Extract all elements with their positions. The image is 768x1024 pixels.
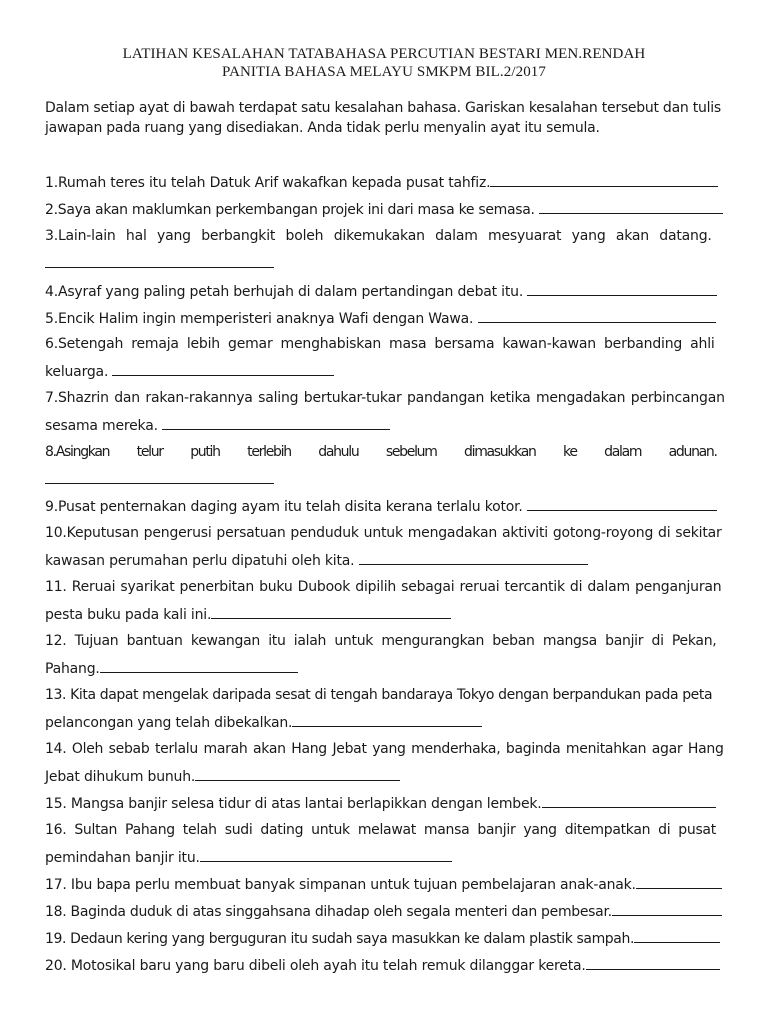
answer-blank-18[interactable] xyxy=(612,901,722,916)
question-16-text: 16. Sultan Pahang telah sudi dating untuk melawat mansa banjir yang ditempatkan di pusat xyxy=(45,822,716,838)
answer-blank-17[interactable] xyxy=(636,874,722,889)
question-7-text-cont: sesama mereka. xyxy=(45,418,158,434)
answer-blank-20[interactable] xyxy=(586,955,720,970)
answer-blank-13[interactable] xyxy=(292,712,482,727)
question-6-text-cont: keluarga. xyxy=(45,364,109,380)
worksheet-title: LATIHAN KESALAHAN TATABAHASA PERCUTIAN BESTARI MEN.RENDAH xyxy=(122,46,646,62)
question-4-text: 4.Asyraf yang paling petah berhujah di dalam pertandingan debat itu. xyxy=(45,284,524,300)
question-8-answer-line xyxy=(45,469,723,490)
answer-blank-12[interactable] xyxy=(100,658,298,673)
question-13-text: 13. Kita dapat mengelak daripada sesat di tengah bandaraya Tokyo dengan berpandukan pada peta xyxy=(45,687,713,703)
question-13-cont xyxy=(45,712,723,733)
question-3-text: 3.Lain-lain hal yang berbangkit boleh dikemukakan dalam mesyuarat yang akan datang. xyxy=(45,228,712,244)
question-19-text: 19. Dedaun kering yang berguguran itu sudah saya masukkan ke dalam plastik sampah. xyxy=(45,931,634,947)
question-12-text-cont: Pahang. xyxy=(45,661,100,677)
question-15-text: 15. Mangsa banjir selesa tidur di atas lantai berlapikkan dengan lembek. xyxy=(45,796,542,812)
question-4 xyxy=(45,281,723,302)
answer-blank-1[interactable] xyxy=(490,172,718,187)
question-14-text: 14. Oleh sebab terlalu marah akan Hang Jebat yang menderhaka, baginda menitahkan agar Hang xyxy=(45,741,724,757)
question-5-text: 5.Encik Halim ingin memperisteri anaknya Wafi dengan Wawa. xyxy=(45,311,474,327)
answer-blank-11[interactable] xyxy=(211,604,451,619)
question-11 xyxy=(45,577,723,597)
answer-blank-4[interactable] xyxy=(527,281,717,296)
question-19 xyxy=(45,928,723,949)
question-10-text-cont: kawasan perumahan perlu dipatuhi oleh kita. xyxy=(45,553,355,569)
question-16-text-cont: pemindahan banjir itu. xyxy=(45,850,200,866)
question-6 xyxy=(45,334,723,354)
answer-blank-6[interactable] xyxy=(112,361,334,376)
instructions xyxy=(45,98,727,138)
question-16-cont xyxy=(45,847,723,868)
question-15 xyxy=(45,793,723,814)
answer-blank-8[interactable] xyxy=(45,469,274,484)
question-2-text: 2.Saya akan maklumkan perkembangan projek ini dari masa ke semasa. xyxy=(45,202,535,218)
question-16 xyxy=(45,820,723,840)
question-12-text: 12. Tujuan bantuan kewangan itu ialah untuk mengurangkan beban mangsa banjir di Pekan, xyxy=(45,633,717,649)
question-7-text: 7.Shazrin dan rakan-rakannya saling bertukar-tukar pandangan ketika mengadakan perbincangan xyxy=(45,390,725,406)
answer-blank-19[interactable] xyxy=(634,928,720,943)
question-1 xyxy=(45,172,723,193)
question-11-text-cont: pesta buku pada kali ini. xyxy=(45,607,212,623)
answer-blank-15[interactable] xyxy=(542,793,716,808)
question-7 xyxy=(45,388,723,408)
question-6-cont xyxy=(45,361,723,382)
answer-blank-2[interactable] xyxy=(539,199,723,214)
answer-blank-9[interactable] xyxy=(527,496,717,511)
question-9-text: 9.Pusat penternakan daging ayam itu telah disita kerana terlalu kotor. xyxy=(45,499,523,515)
question-18 xyxy=(45,901,723,922)
question-13 xyxy=(45,685,723,705)
instructions-line-2: jawapan pada ruang yang disediakan. Anda tidak perlu menyalin ayat itu semula. xyxy=(45,120,600,136)
question-14-cont xyxy=(45,766,723,787)
question-10-cont xyxy=(45,550,723,571)
question-8-text: 8.Asingkan telur putih terlebih dahulu sebelum dimasukkan ke dalam adunan. xyxy=(45,444,717,460)
question-6-text: 6.Setengah remaja lebih gemar menghabiskan masa bersama kawan-kawan berbanding ahli xyxy=(45,336,715,352)
question-7-cont xyxy=(45,415,723,436)
question-2 xyxy=(45,199,723,220)
question-17-text: 17. Ibu bapa perlu membuat banyak simpanan untuk tujuan pembelajaran anak-anak. xyxy=(45,877,636,893)
instructions-line-1: Dalam setiap ayat di bawah terdapat satu kesalahan bahasa. Gariskan kesalahan tersebut dan tulis xyxy=(45,100,721,116)
answer-blank-5[interactable] xyxy=(478,308,716,323)
question-3-answer-line xyxy=(45,253,723,274)
question-1-text: 1.Rumah teres itu telah Datuk Arif wakafkan kepada pusat tahfiz. xyxy=(45,175,491,191)
question-17 xyxy=(45,874,723,895)
answer-blank-7[interactable] xyxy=(162,415,390,430)
question-12-cont xyxy=(45,658,723,679)
worksheet-subtitle: PANITIA BAHASA MELAYU SMKPM BIL.2/2017 xyxy=(222,64,546,80)
question-5 xyxy=(45,308,723,329)
answer-blank-14[interactable] xyxy=(195,766,400,781)
question-14-text-cont: Jebat dihukum bunuh. xyxy=(45,769,196,785)
question-11-cont xyxy=(45,604,723,625)
question-11-text: 11. Reruai syarikat penerbitan buku Dubook dipilih sebagai reruai tercantik di dalam penganjuran xyxy=(45,579,722,595)
question-3 xyxy=(45,226,723,246)
question-13-text-cont: pelancongan yang telah dibekalkan. xyxy=(45,715,293,731)
answer-blank-16[interactable] xyxy=(200,847,452,862)
question-8 xyxy=(45,442,723,462)
question-10 xyxy=(45,523,723,543)
question-20 xyxy=(45,955,723,976)
question-20-text: 20. Motosikal baru yang baru dibeli oleh ayah itu telah remuk dilanggar kereta. xyxy=(45,958,586,974)
question-9 xyxy=(45,496,723,517)
question-18-text: 18. Baginda duduk di atas singgahsana dihadap oleh segala menteri dan pembesar. xyxy=(45,904,612,920)
answer-blank-3[interactable] xyxy=(45,253,274,268)
question-12 xyxy=(45,631,723,651)
question-10-text: 10.Keputusan pengerusi persatuan penduduk untuk mengadakan aktiviti gotong-royong di sekitar xyxy=(45,525,722,541)
answer-blank-10[interactable] xyxy=(359,550,588,565)
question-14 xyxy=(45,739,723,759)
